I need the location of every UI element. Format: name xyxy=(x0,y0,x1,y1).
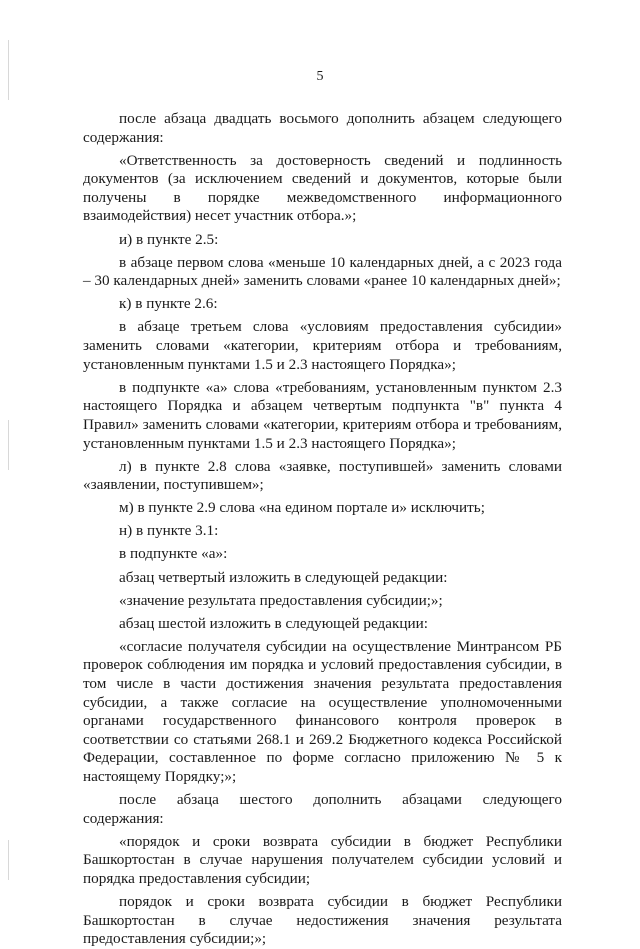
paragraph: после абзаца двадцать восьмого дополнить абзацем следующего содержания: xyxy=(83,110,562,146)
paragraph: м) в пункте 2.9 слова «на едином портале и» исключить; xyxy=(119,499,485,517)
page-number: 5 xyxy=(316,69,324,84)
binding-edge-mark xyxy=(8,420,9,470)
paragraph: в подпункте «а»: xyxy=(119,545,228,563)
paragraph: в абзаце первом слова «меньше 10 календарных дней, а с 2023 года – 30 календарных дней» заменить словами «ранее 10 календарных дней»; xyxy=(83,253,562,290)
paragraph: в абзаце третьем слова «условиям предоставления субсидии» заменить словами «категории, критериям отбора и требованиям, установленным пунктами 1.5 и 2.3 настоящего Порядка»; xyxy=(83,318,562,373)
paragraph: «порядок и сроки возврата субсидии в бюджет Республики Башкортостан в случае нарушения получателем субсидии условий и порядка предоставления субсидии; xyxy=(83,832,562,887)
paragraph: и) в пункте 2.5: xyxy=(119,230,219,248)
paragraph: л) в пункте 2.8 слова «заявке, поступившей» заменить словами «заявлении, поступившем»; xyxy=(83,457,562,494)
paragraph: «согласие получателя субсидии на осуществление Минтрансом РБ проверок соблюдения им порядка и условий предоставления субсидии, в том числе в части достижения значения результата предоставления субсидии, а также согласие на осуществление уполномоченными органами государственного финансового контроля проверок в соответствии со статьями 268.1 и 269.2 Бюджетного кодекса Российской Федерации, составленное по форме согласно приложению № 5 к настоящему Порядку;»; xyxy=(83,637,562,785)
paragraph: после абзаца шестого дополнить абзацами следующего содержания: xyxy=(83,791,562,827)
paragraph: «Ответственность за достоверность сведений и подлинность документов (за исключением сведений и документов, которые были получены в порядке межведомственного информационного взаимодействия) несет участник отбора.»; xyxy=(83,151,562,225)
paragraph: к) в пункте 2.6: xyxy=(119,295,218,313)
document-body xyxy=(83,110,562,949)
paragraph: «значение результата предоставления субсидии;»; xyxy=(119,591,443,609)
paragraph: в подпункте «а» слова «требованиям, установленным пунктом 2.3 настоящего Порядка и абзацем четвертым подпункта "в" пункта 4 Правил» заменить словами «категории, критериям отбора и требованиям, установленным пунктами 1.5 и 2.3 настоящего Порядка»; xyxy=(83,378,562,452)
paragraph: порядок и сроки возврата субсидии в бюджет Республики Башкортостан в случае недостижения значения результата предоставления субсидии;»; xyxy=(83,893,562,948)
paragraph: н) в пункте 3.1: xyxy=(119,522,219,540)
paragraph: абзац шестой изложить в следующей редакции: xyxy=(119,614,428,632)
paragraph: абзац четвертый изложить в следующей редакции: xyxy=(119,568,448,586)
binding-edge-mark xyxy=(8,840,9,880)
